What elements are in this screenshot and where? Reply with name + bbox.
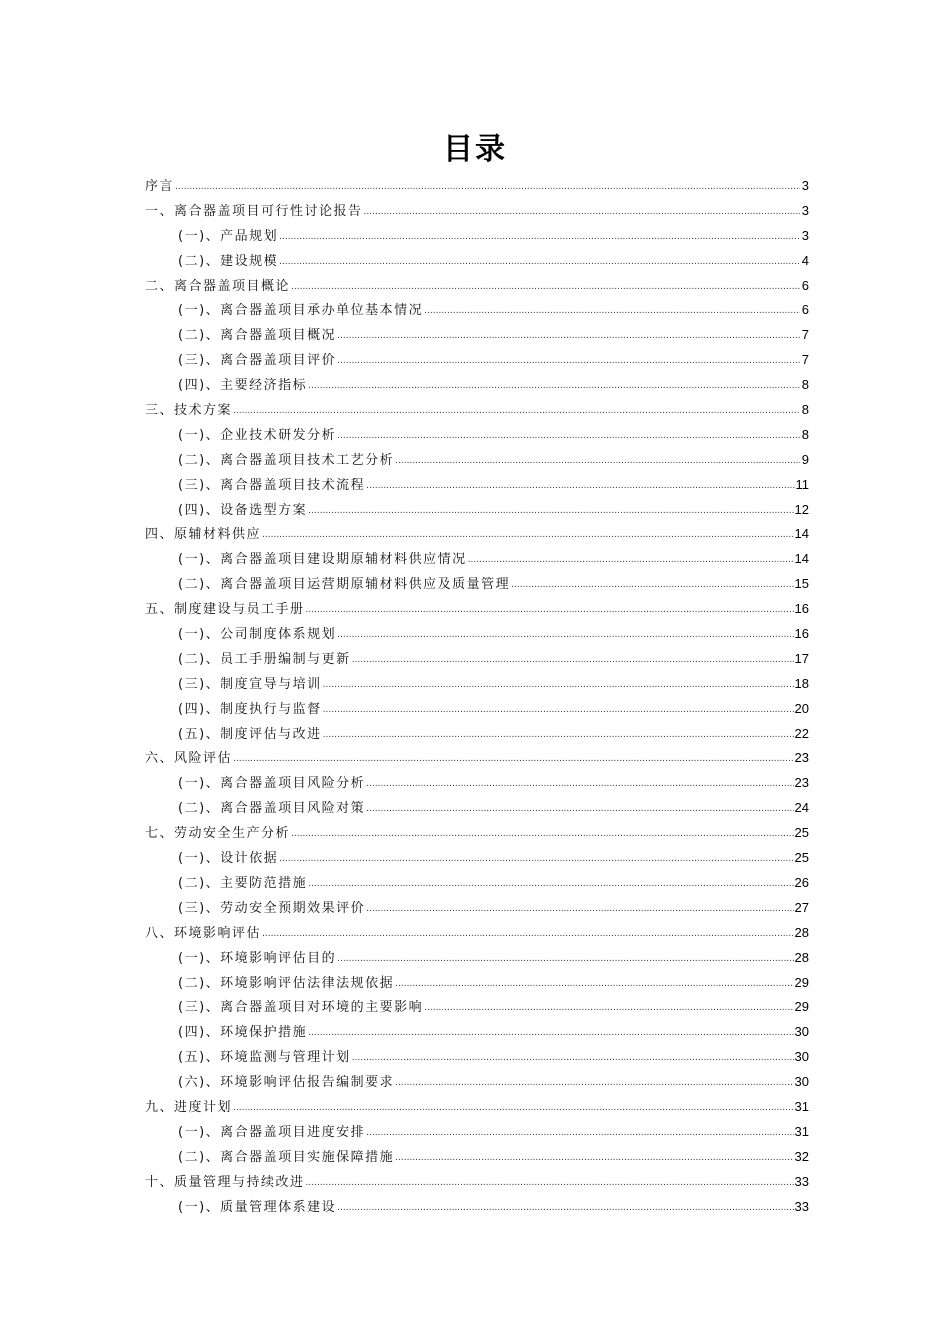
toc-section-entry[interactable]: [145, 697, 809, 722]
toc-dot-leader: [395, 449, 800, 474]
toc-entry-label: (五)、制度评估与改进: [178, 726, 322, 742]
toc-entry-label: (二)、员工手册编制与更新: [178, 651, 351, 667]
toc-section-entry[interactable]: [145, 224, 809, 249]
toc-page-number: 11: [795, 476, 809, 492]
toc-page-number: 6: [801, 277, 809, 293]
toc-entry-label: (三)、制度宣导与培训: [178, 676, 322, 692]
toc-chapter-entry[interactable]: [145, 274, 809, 299]
toc-page-number: 33: [794, 1173, 809, 1189]
toc-section-entry[interactable]: [145, 298, 809, 323]
toc-page-number: 15: [794, 576, 809, 592]
toc-page-number: 23: [794, 775, 809, 791]
toc-page-number: 3: [801, 178, 809, 193]
toc-entry-label: (二)、离合器盖项目技术工艺分析: [178, 452, 395, 468]
toc-entry-label: (一)、公司制度体系规划: [178, 627, 337, 643]
toc-page-number: 3: [801, 227, 809, 243]
toc-page-number: 31: [794, 1098, 809, 1114]
toc-section-entry[interactable]: [145, 572, 809, 597]
toc-dot-leader: [424, 996, 793, 1021]
toc-dot-leader: [337, 424, 800, 449]
toc-section-entry[interactable]: [145, 846, 809, 871]
toc-dot-leader: [364, 200, 800, 225]
toc-dot-leader: [511, 573, 793, 598]
toc-dot-leader: [352, 648, 794, 673]
toc-chapter-entry[interactable]: [145, 174, 809, 199]
toc-dot-leader: [366, 897, 793, 922]
toc-chapter-entry[interactable]: [145, 746, 809, 771]
toc-entry-label: (四)、主要经济指标: [178, 378, 308, 394]
toc-entry-label: (一)、企业技术研发分析: [178, 427, 337, 443]
toc-dot-leader: [233, 399, 800, 424]
toc-section-entry[interactable]: [145, 647, 809, 672]
toc-entry-label: (一)、设计依据: [178, 851, 279, 867]
toc-section-entry[interactable]: [145, 348, 809, 373]
toc-dot-leader: [395, 972, 793, 997]
toc-section-entry[interactable]: [145, 498, 809, 523]
toc-dot-leader: [323, 723, 794, 748]
toc-chapter-entry[interactable]: [145, 199, 809, 224]
toc-dot-leader: [233, 747, 794, 772]
toc-chapter-entry[interactable]: [145, 398, 809, 423]
toc-section-entry[interactable]: [145, 896, 809, 921]
toc-entry-label: 八、环境影响评估: [145, 925, 262, 941]
toc-entry-label: (二)、环境影响评估法律法规依据: [178, 975, 395, 991]
toc-section-entry[interactable]: [145, 423, 809, 448]
toc-entry-label: (二)、离合器盖项目风险对策: [178, 801, 366, 817]
toc-entry-label: (六)、环境影响评估报告编制要求: [178, 1075, 395, 1091]
toc-section-entry[interactable]: [145, 971, 809, 996]
toc-page-number: 23: [794, 750, 809, 766]
toc-section-entry[interactable]: [145, 547, 809, 572]
toc-chapter-entry[interactable]: [145, 597, 809, 622]
toc-page-number: 25: [794, 850, 809, 866]
toc-page-number: 7: [801, 327, 809, 343]
toc-dot-leader: [291, 822, 794, 847]
toc-dot-leader: [308, 1021, 793, 1046]
toc-dot-leader: [366, 772, 793, 797]
toc-dot-leader: [337, 324, 800, 349]
toc-page-number: 6: [801, 302, 809, 318]
toc-section-entry[interactable]: [145, 771, 809, 796]
toc-page-number: 16: [794, 626, 809, 642]
toc-dot-leader: [308, 872, 793, 897]
toc-entry-label: (一)、离合器盖项目承办单位基本情况: [178, 303, 424, 319]
toc-page-number: 30: [794, 1074, 809, 1090]
toc-dot-leader: [308, 374, 800, 399]
toc-dot-leader: [337, 1196, 793, 1221]
toc-section-entry[interactable]: [145, 1145, 809, 1170]
toc-dot-leader: [395, 1146, 793, 1171]
toc-entry-label: (三)、劳动安全预期效果评价: [178, 900, 366, 916]
toc-page-number: 8: [801, 402, 809, 418]
toc-entry-label: (一)、离合器盖项目风险分析: [178, 776, 366, 792]
toc-entry-label: (三)、离合器盖项目对环境的主要影响: [178, 1000, 424, 1016]
toc-page-number: 17: [794, 650, 809, 666]
toc-page-number: 4: [801, 252, 809, 268]
toc-dot-leader: [279, 847, 793, 872]
toc-entry-label: 一、离合器盖项目可行性讨论报告: [145, 203, 363, 219]
toc-dot-leader: [337, 947, 793, 972]
toc-page-number: 30: [794, 1049, 809, 1065]
toc-dot-leader: [233, 1096, 794, 1121]
toc-section-entry[interactable]: [145, 1020, 809, 1045]
toc-page-number: 24: [794, 800, 809, 816]
toc-chapter-entry[interactable]: [145, 1170, 809, 1195]
toc-dot-leader: [366, 474, 794, 499]
toc-list: [145, 174, 809, 1219]
toc-dot-leader: [323, 698, 794, 723]
toc-entry-label: 六、风险评估: [145, 751, 233, 767]
toc-dot-leader: [366, 1121, 793, 1146]
toc-page-number: 26: [794, 874, 809, 890]
toc-page-number: 25: [794, 825, 809, 841]
toc-entry-label: (一)、产品规划: [178, 228, 279, 244]
toc-section-entry[interactable]: [145, 1070, 809, 1095]
toc-entry-label: 九、进度计划: [145, 1099, 233, 1115]
toc-dot-leader: [175, 175, 800, 200]
toc-dot-leader: [262, 922, 794, 947]
toc-title: 目录: [443, 132, 507, 167]
toc-entry-label: (一)、环境影响评估目的: [178, 950, 337, 966]
toc-entry-label: 序言: [145, 179, 175, 194]
toc-page-number: 30: [794, 1024, 809, 1040]
toc-section-entry[interactable]: [145, 1045, 809, 1070]
toc-entry-label: (二)、建设规模: [178, 253, 279, 269]
toc-entry-label: (五)、环境监测与管理计划: [178, 1050, 351, 1066]
toc-section-entry[interactable]: [145, 871, 809, 896]
toc-section-entry[interactable]: [145, 249, 809, 274]
toc-section-entry[interactable]: [145, 1120, 809, 1145]
toc-entry-label: (二)、离合器盖项目实施保障措施: [178, 1149, 395, 1165]
toc-page-number: 20: [794, 700, 809, 716]
toc-section-entry[interactable]: [145, 1195, 809, 1220]
toc-chapter-entry[interactable]: [145, 921, 809, 946]
toc-page-number: 33: [794, 1198, 809, 1214]
toc-entry-label: (一)、离合器盖项目进度安排: [178, 1124, 366, 1140]
toc-entry-label: (一)、离合器盖项目建设期原辅材料供应情况: [178, 552, 467, 568]
toc-page-number: 3: [801, 202, 809, 218]
toc-page-number: 14: [794, 526, 809, 542]
toc-page-number: 31: [794, 1123, 809, 1139]
toc-entry-label: 七、劳动安全生产分析: [145, 826, 291, 842]
toc-entry-label: 三、技术方案: [145, 403, 233, 419]
toc-dot-leader: [337, 349, 800, 374]
toc-dot-leader: [279, 225, 800, 250]
toc-entry-label: (三)、离合器盖项目评价: [178, 353, 337, 369]
toc-entry-label: (二)、离合器盖项目运营期原辅材料供应及质量管理: [178, 577, 511, 593]
toc-dot-leader: [424, 299, 800, 324]
toc-entry-label: (四)、环境保护措施: [178, 1025, 308, 1041]
toc-page-number: 16: [794, 601, 809, 617]
toc-dot-leader: [323, 673, 794, 698]
toc-dot-leader: [352, 1046, 794, 1071]
toc-page-number: 12: [794, 501, 809, 517]
toc-entry-label: (三)、离合器盖项目技术流程: [178, 477, 366, 493]
toc-page-number: 18: [794, 675, 809, 691]
toc-section-entry[interactable]: [145, 448, 809, 473]
toc-section-entry[interactable]: [145, 622, 809, 647]
toc-dot-leader: [308, 499, 793, 524]
toc-entry-label: 十、质量管理与持续改进: [145, 1174, 305, 1190]
toc-page-number: 14: [794, 551, 809, 567]
toc-page-number: 29: [794, 999, 809, 1015]
toc-page-number: 9: [801, 451, 809, 467]
toc-chapter-entry[interactable]: [145, 821, 809, 846]
toc-chapter-entry[interactable]: [145, 522, 809, 547]
toc-dot-leader: [279, 250, 800, 275]
toc-entry-label: 四、原辅材料供应: [145, 527, 262, 543]
toc-page-number: 8: [801, 377, 809, 393]
toc-chapter-entry[interactable]: [145, 1095, 809, 1120]
toc-dot-leader: [337, 623, 793, 648]
toc-page-number: 8: [801, 426, 809, 442]
toc-section-entry[interactable]: [145, 796, 809, 821]
toc-entry-label: (一)、质量管理体系建设: [178, 1199, 337, 1215]
toc-entry-label: (二)、主要防范措施: [178, 875, 308, 891]
toc-section-entry[interactable]: [145, 995, 809, 1020]
toc-dot-leader: [306, 598, 794, 623]
toc-dot-leader: [468, 548, 794, 573]
toc-page-number: 28: [794, 949, 809, 965]
toc-dot-leader: [306, 1171, 794, 1196]
toc-entry-label: (二)、离合器盖项目概况: [178, 328, 337, 344]
toc-section-entry[interactable]: [145, 373, 809, 398]
toc-section-entry[interactable]: [145, 722, 809, 747]
toc-section-entry[interactable]: [145, 672, 809, 697]
toc-page-number: 22: [794, 725, 809, 741]
toc-dot-leader: [395, 1071, 793, 1096]
toc-page-number: 29: [794, 974, 809, 990]
toc-entry-label: 五、制度建设与员工手册: [145, 602, 305, 618]
toc-page-number: 27: [794, 899, 809, 915]
toc-page-number: 7: [801, 352, 809, 368]
toc-entry-label: (四)、制度执行与监督: [178, 701, 322, 717]
toc-entry-label: (四)、设备选型方案: [178, 502, 308, 518]
toc-dot-leader: [291, 275, 800, 300]
toc-section-entry[interactable]: [145, 946, 809, 971]
toc-dot-leader: [366, 797, 793, 822]
toc-entry-label: 二、离合器盖项目概论: [145, 278, 291, 294]
toc-section-entry[interactable]: [145, 473, 809, 498]
toc-page-number: 28: [794, 924, 809, 940]
toc-page-number: 32: [794, 1148, 809, 1164]
toc-section-entry[interactable]: [145, 323, 809, 348]
toc-dot-leader: [262, 523, 794, 548]
